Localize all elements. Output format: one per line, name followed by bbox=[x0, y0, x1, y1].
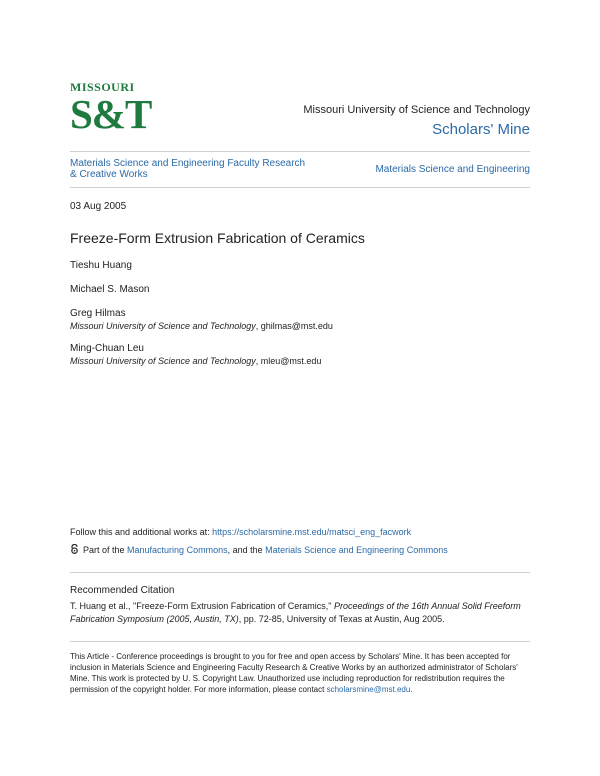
citation-venue: Proceedings of the 16th Annual Solid Freeform Fabrication Symposium (2005, Austin, TX) bbox=[70, 601, 521, 624]
breadcrumb-collection-link[interactable]: Materials Science and Engineering Faculty Research & Creative Works bbox=[70, 158, 306, 180]
follow-prefix: Follow this and additional works at: bbox=[70, 527, 213, 537]
scholars-mine-link[interactable]: Scholars' Mine bbox=[432, 121, 530, 138]
citation-heading: Recommended Citation bbox=[70, 585, 175, 596]
author-affiliation bbox=[70, 321, 333, 331]
divider-notice bbox=[70, 641, 530, 642]
mse-commons-link[interactable]: Materials Science and Engineering Commons bbox=[265, 545, 448, 555]
institution: Missouri University of Science and Technology bbox=[70, 356, 256, 366]
notice-text: This Article - Conference proceedings is brought to you for free and open access by Scholars' Mine. It has been accepted for inclusion in Materials Science and Engineering Faculty Research & Creative Works by an authorized administrator of Scholars' Mine. This work is protected by U. S. Copyright Law. Unauthorized use including reproduction for redistribution requires the permission of the copyright holder. For more information, please contact bbox=[70, 652, 518, 694]
part-of-prefix: Part of the bbox=[83, 545, 128, 555]
divider-citation bbox=[70, 572, 530, 573]
divider-breadcrumb bbox=[70, 187, 530, 188]
follow-url-link[interactable]: https://scholarsmine.mst.edu/matsci_eng_facwork bbox=[212, 527, 412, 537]
open-access-icon bbox=[70, 544, 79, 554]
logo-main-text: S&T bbox=[70, 91, 152, 137]
author-name: Ming-Chuan Leu bbox=[70, 343, 144, 354]
institution: Missouri University of Science and Technology bbox=[70, 321, 256, 331]
manufacturing-commons-link[interactable]: Manufacturing Commons bbox=[127, 545, 228, 555]
author-email: , ghilmas@mst.edu bbox=[255, 321, 333, 331]
publication-date: 03 Aug 2005 bbox=[70, 201, 127, 212]
divider-top bbox=[70, 151, 530, 152]
citation-suffix: , pp. 72-85, University of Texas at Austin, Aug 2005. bbox=[238, 614, 445, 624]
access-notice bbox=[70, 651, 532, 695]
citation-text bbox=[70, 600, 532, 626]
part-of-line bbox=[70, 544, 448, 555]
author-name: Michael S. Mason bbox=[70, 284, 150, 295]
part-of-mid: , and the bbox=[227, 545, 266, 555]
author-name: Tieshu Huang bbox=[70, 260, 132, 271]
author-affiliation bbox=[70, 356, 321, 366]
contact-email-link[interactable]: scholarsmine@mst.edu bbox=[326, 685, 411, 694]
university-name: Missouri University of Science and Technology bbox=[303, 104, 530, 116]
citation-prefix: T. Huang et al., "Freeze-Form Extrusion Fabrication of Ceramics," bbox=[70, 601, 334, 611]
paper-title: Freeze-Form Extrusion Fabrication of Ceramics bbox=[70, 230, 365, 246]
breadcrumb-department-link[interactable]: Materials Science and Engineering bbox=[375, 164, 530, 175]
notice-end: . bbox=[410, 685, 413, 694]
missouri-st-logo bbox=[70, 80, 152, 140]
author-name: Greg Hilmas bbox=[70, 308, 126, 319]
follow-line bbox=[70, 527, 411, 537]
logo-top-text: MISSOURI bbox=[70, 80, 135, 94]
author-email: , mleu@mst.edu bbox=[255, 356, 322, 366]
